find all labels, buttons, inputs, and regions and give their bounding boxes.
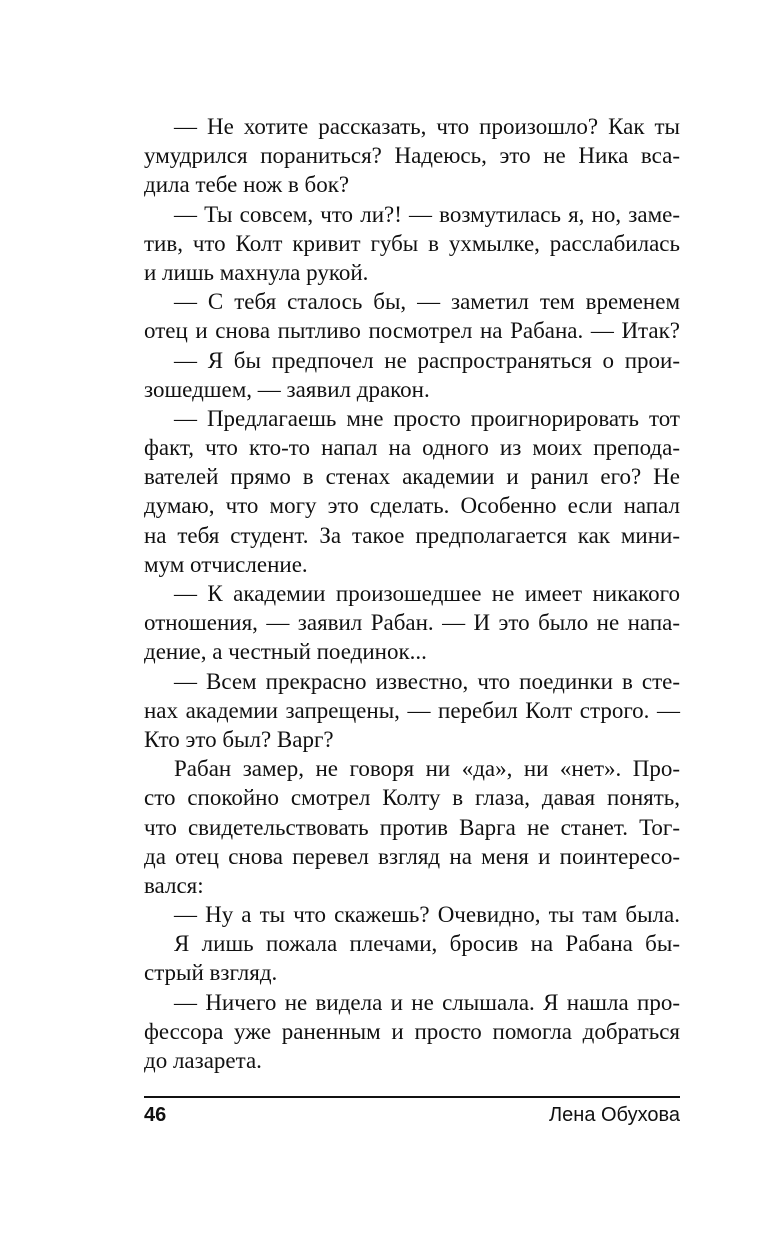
text-line: дила тебе нож в бок? [144, 172, 350, 198]
text-line: — Ничего не видела и не слышала. Я нашла про- [174, 989, 680, 1015]
text-line: зошедшем, — заявил дракон. [144, 376, 430, 402]
text-line: тив, что Колт кривит губы в ухмылке, расслабилась [144, 230, 680, 256]
text-line: отношения, — заявил Рабан. — И это было не напа- [144, 610, 680, 636]
text-line: на тебя студент. За такое предполагается как мини- [144, 522, 680, 548]
text-line: — С тебя сталось бы, — заметил тем временем [174, 289, 680, 315]
text-line: — Предлагаешь мне просто проигнорировать тот [174, 405, 680, 431]
text-line: стрый взгляд. [144, 960, 278, 986]
text-line: что свидетельствовать против Варга не станет. Тог- [144, 814, 680, 840]
text-line: мум отчисление. [144, 551, 308, 577]
text-line: Я лишь пожала плечами, бросив на Рабана бы- [174, 931, 680, 957]
text-line: вателей прямо в стенах академии и ранил его? Не [144, 464, 680, 490]
text-line: — Ты совсем, что ли?! — возмутилась я, но, заме- [174, 201, 680, 227]
text-line: сто спокойно смотрел Колту в глаза, давая понять, [144, 785, 680, 811]
text-line: — Не хотите рассказать, что произошло? Как ты [174, 114, 680, 139]
text-line: отец и снова пытливо посмотрел на Рабана. — Итак? [144, 318, 680, 344]
footer-divider [144, 1096, 680, 1098]
text-line: дение, а честный поединок... [144, 639, 427, 665]
text-line: — Ну а ты что скажешь? Очевидно, ты там была. [174, 902, 680, 928]
text-line: умудрился пораниться? Надеюсь, это не Ника вса- [144, 143, 680, 169]
text-line: — Я бы предпочел не распространяться о прои- [174, 347, 680, 373]
text-line: нах академии запрещены, — перебил Колт строго. — [144, 697, 680, 723]
text-line: да отец снова перевел взгляд на меня и поинтересо- [144, 843, 680, 869]
text-line: Рабан замер, не говоря ни «да», ни «нет». Про- [174, 756, 680, 782]
text-line: Кто это был? Варг? [144, 726, 334, 752]
text-line: и лишь махнула рукой. [144, 259, 369, 285]
running-header-author: Лена Обухова [549, 1104, 680, 1126]
text-line: факт, что кто-то напал на одного из моих препода- [144, 435, 680, 461]
text-line: вался: [144, 872, 204, 898]
text-line: — К академии произошедшее не имеет никакого [174, 581, 680, 606]
body-text [144, 112, 680, 1075]
text-line: — Всем прекрасно известно, что поединки в сте- [174, 668, 680, 694]
text-line: думаю, что могу это сделать. Особенно если напал [144, 493, 680, 519]
text-line: до лазарета. [144, 1048, 262, 1073]
text-line: фессора уже раненным и просто помогла добраться [144, 1018, 680, 1044]
page-number: 46 [144, 1104, 167, 1126]
